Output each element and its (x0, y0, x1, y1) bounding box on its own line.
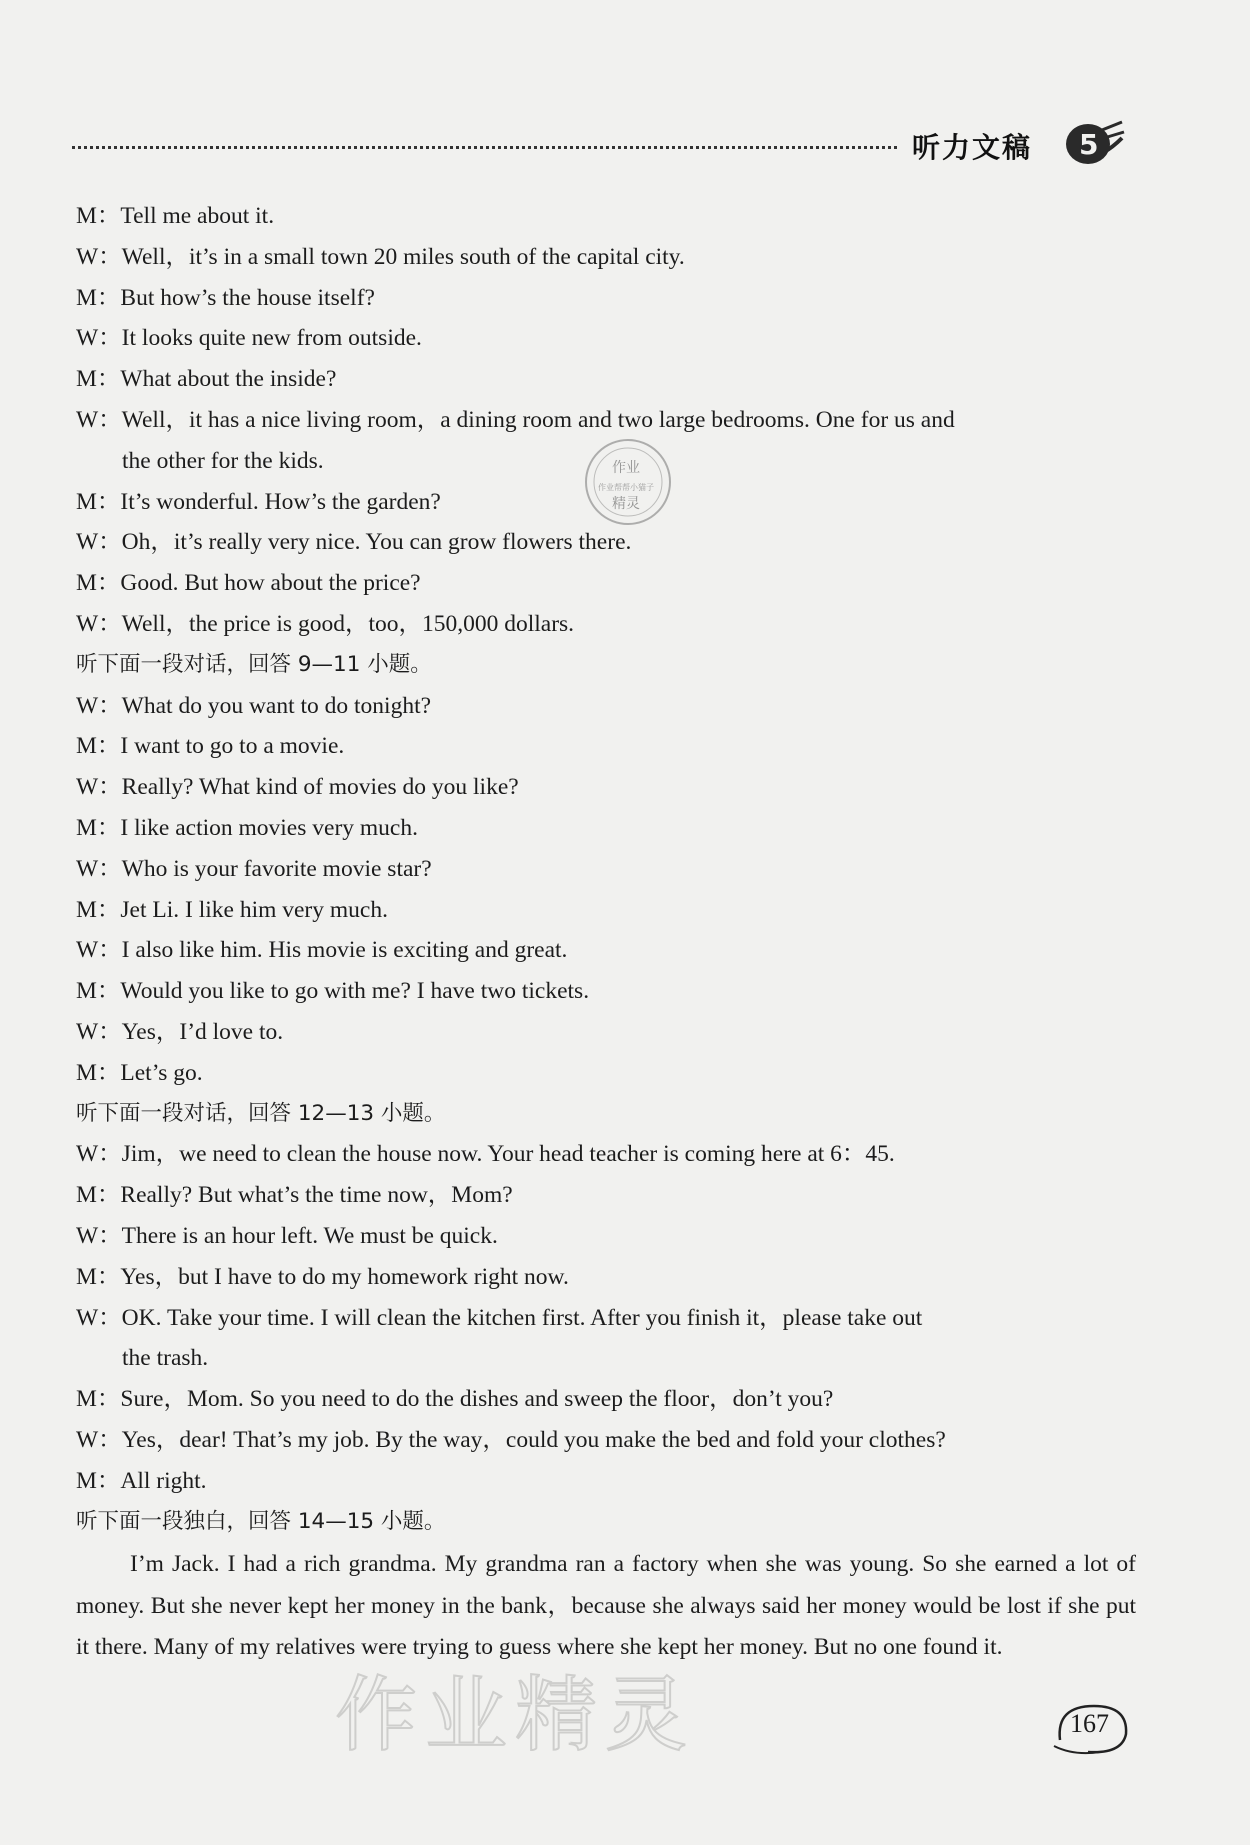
svg-text:精灵: 精灵 (612, 496, 640, 512)
dialogue-line: W：OK. Take your time. I will clean the kitchen first. After you finish it，please take out (76, 1304, 923, 1331)
dialogue-line: M：It’s wonderful. How’s the garden? (76, 488, 441, 515)
section-instruction: 听下面一段独白，回答 14—15 小题。 (76, 1508, 446, 1534)
svg-text:作业: 作业 (612, 460, 640, 476)
page-header (72, 122, 1142, 182)
dialogue-line: M：Let’s go. (76, 1059, 203, 1086)
dialogue-line: M：Jet Li. I like him very much. (76, 896, 388, 923)
section-instruction: 听下面一段对话，回答 9—11 小题。 (76, 651, 432, 677)
dialogue-line: M：I want to go to a movie. (76, 733, 345, 760)
page-number: 167 (1070, 1709, 1109, 1738)
dialogue-line: M：Would you like to go with me? I have two tickets. (76, 978, 590, 1005)
dialogue-line: W：I also like him. His movie is exciting and great. (76, 937, 568, 964)
dialogue-line: W：Who is your favorite movie star? (76, 855, 432, 882)
dialogue-line: W：Oh，it’s really very nice. You can grow flowers there. (76, 529, 632, 556)
dialogue-line: W：Yes，dear! That’s my job. By the way，could you make the bed and fold your clothes? (76, 1426, 946, 1453)
header-title: 听力文稿 (912, 131, 1033, 164)
logo-icon (1062, 116, 1126, 170)
watermark: 作业精灵 (335, 1668, 696, 1763)
dialogue-line: M：Yes，but I have to do my homework right now. (76, 1263, 569, 1290)
dialogue-line: W：Really? What kind of movies do you like? (76, 774, 519, 801)
monologue-paragraph: I’m Jack. I had a rich grandma. My grandma ran a factory when she was young. So she earned a lot of money. But she never kept her money in the bank，because she always said her money would be lost if she put it there. Many of my relatives were trying to guess where she kept her money. But no one found it. (76, 1551, 1136, 1661)
dialogue-line: W：Jim，we need to clean the house now. Your head teacher is coming here at 6：45. (76, 1141, 895, 1168)
svg-text:5: 5 (1079, 128, 1099, 161)
svg-text:作业帮帮小猫子: 作业帮帮小猫子 (598, 483, 654, 492)
dialogue-line: W：Well，it’s in a small town 20 miles south of the capital city. (76, 243, 685, 270)
homework-stamp-icon (582, 436, 674, 528)
dialogue-line: W：It looks quite new from outside. (76, 325, 422, 352)
listening-transcript (76, 196, 1136, 1669)
dialogue-line: W：Well，it has a nice living room，a dining room and two large bedrooms. One for us and (76, 406, 955, 433)
dialogue-line: W：Yes，I’d love to. (76, 1018, 284, 1045)
section-instruction: 听下面一段对话，回答 12—13 小题。 (76, 1100, 446, 1126)
dialogue-line: the other for the kids. (122, 447, 324, 474)
dialogue-line: the trash. (122, 1345, 209, 1372)
dialogue-line: M：All right. (76, 1467, 207, 1494)
dialogue-line: W：There is an hour left. We must be quick. (76, 1222, 498, 1249)
dialogue-line: M：But how’s the house itself? (76, 284, 375, 311)
dialogue-line: M：Good. But how about the price? (76, 570, 421, 597)
dialogue-line: M：What about the inside? (76, 366, 337, 393)
dialogue-line: W：What do you want to do tonight? (76, 692, 432, 719)
dialogue-line: M：Really? But what’s the time now，Mom? (76, 1182, 513, 1209)
dialogue-line: M：Tell me about it. (76, 203, 275, 229)
dialogue-line: M：Sure，Mom. So you need to do the dishes and sweep the floor，don’t you? (76, 1386, 834, 1413)
dialogue-line: M：I like action movies very much. (76, 814, 418, 841)
dialogue-line: W：Well，the price is good，too，150,000 dollars. (76, 610, 575, 637)
dotted-rule (72, 146, 897, 149)
